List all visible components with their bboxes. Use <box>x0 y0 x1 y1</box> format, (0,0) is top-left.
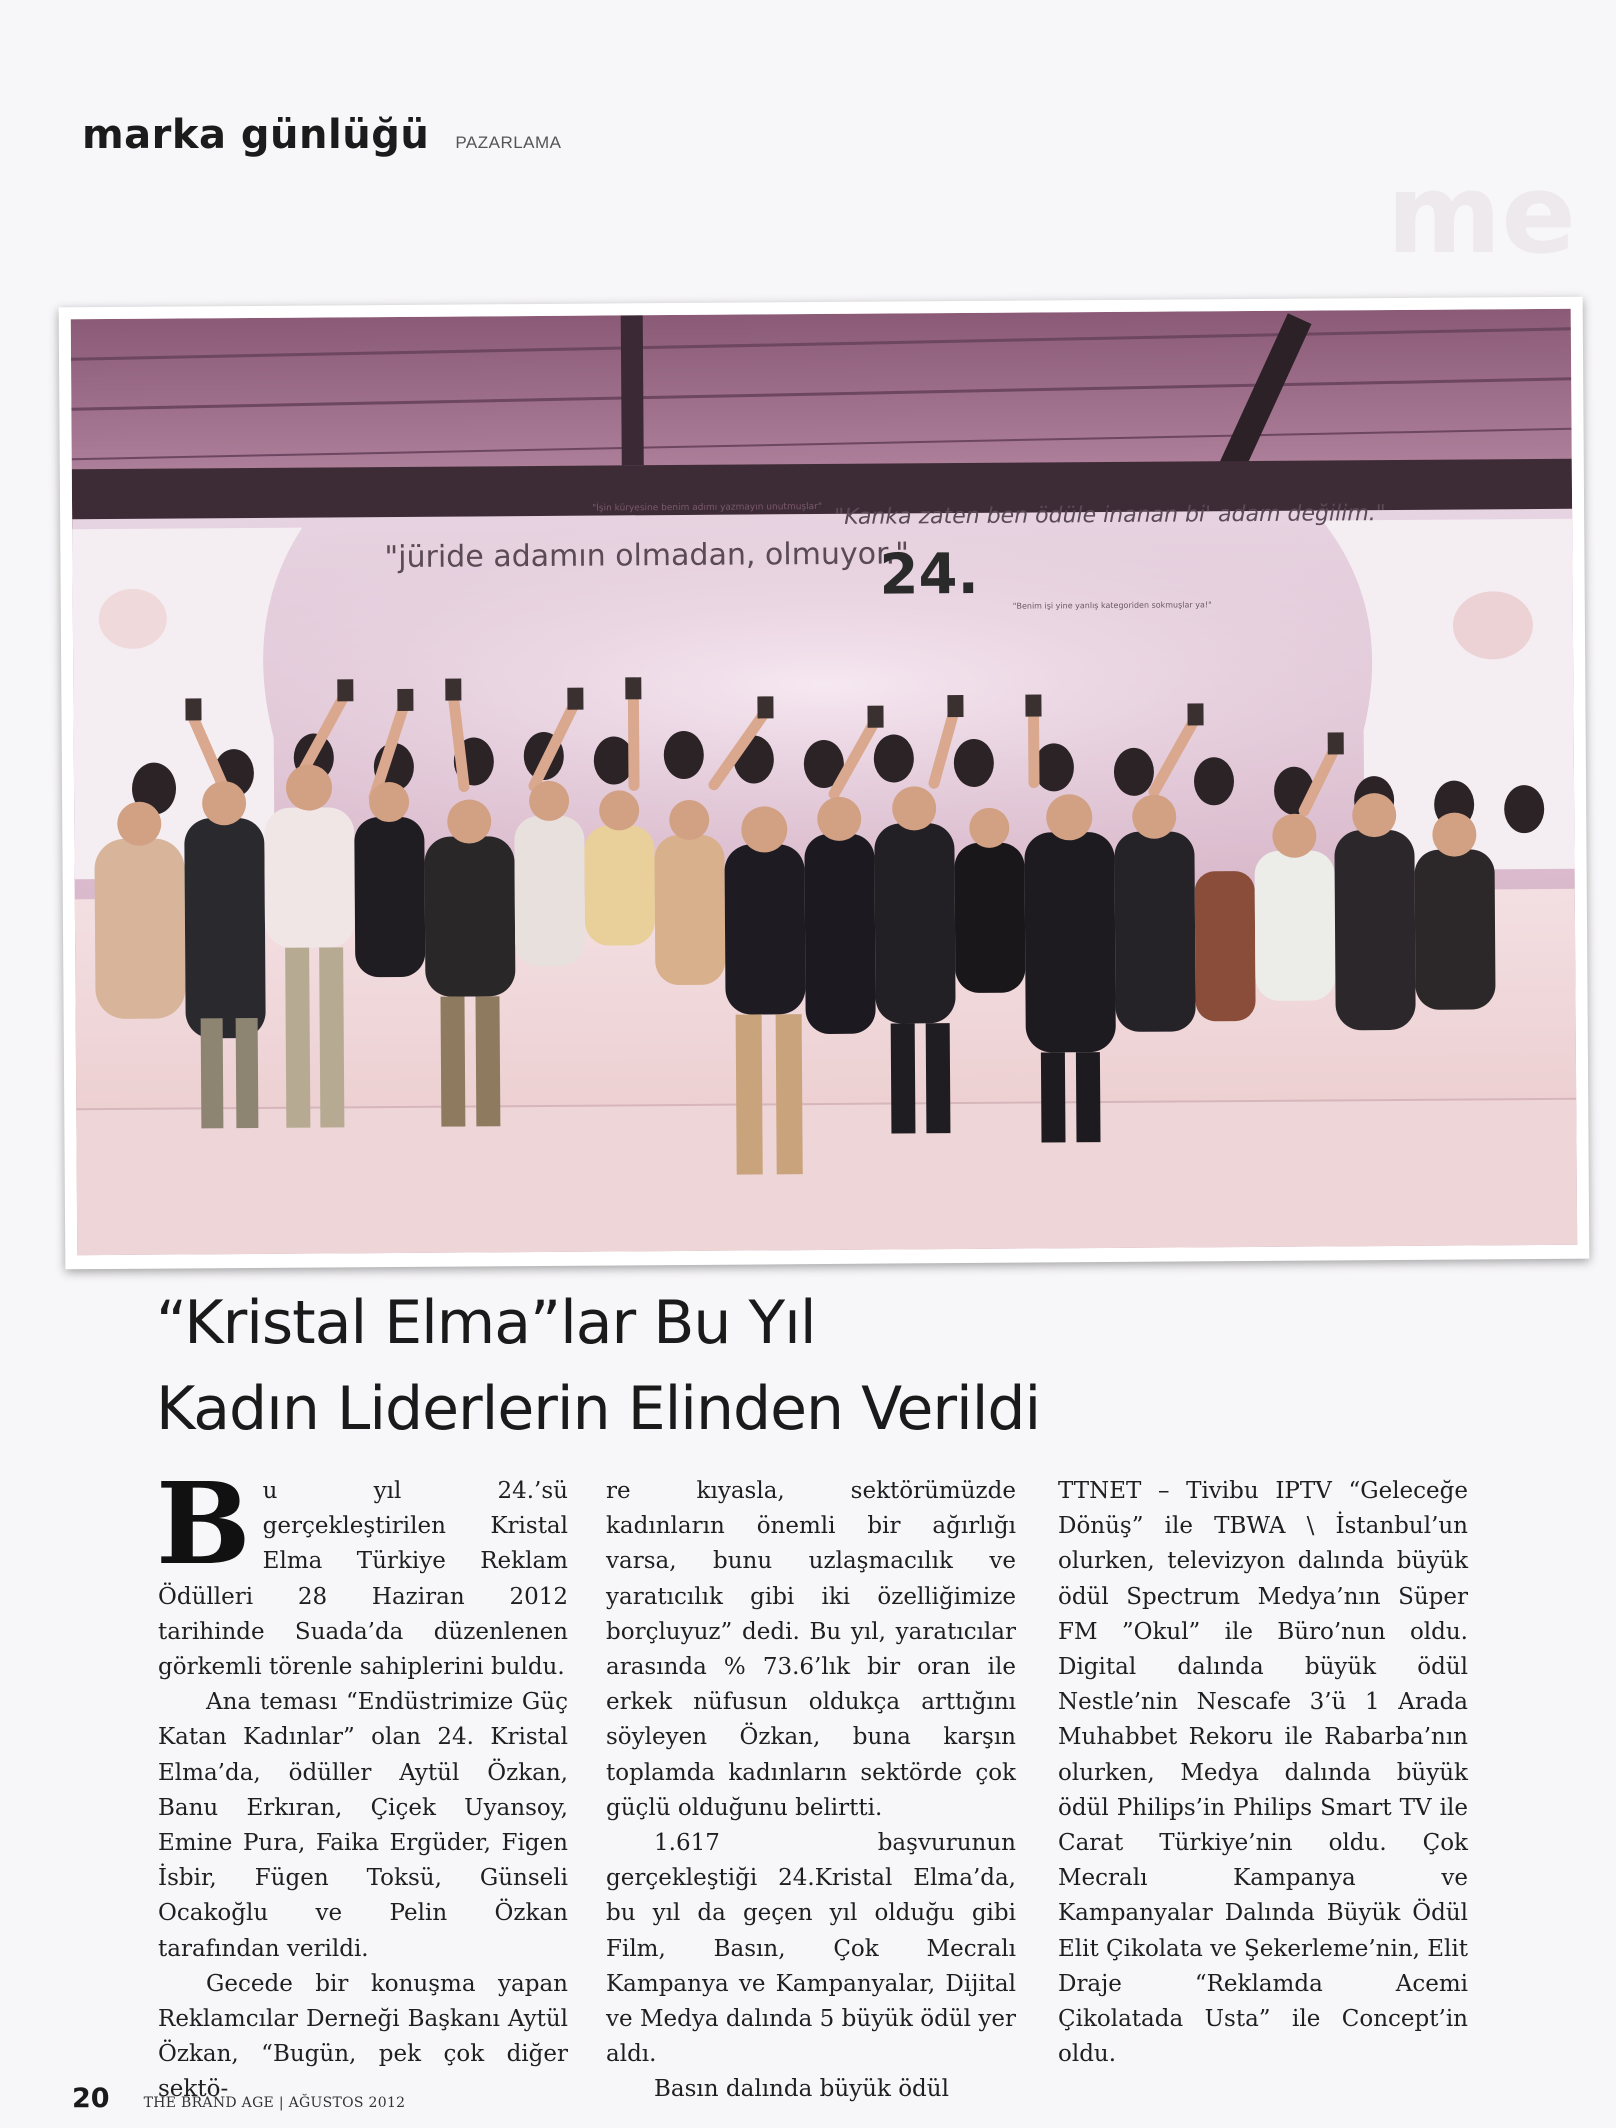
paragraph: Ana teması “Endüstrimize Güç Katan Kadınlar” olan 24. Kristal Elma’da, ödüller Aytül Özkan, Banu Erkıran, Çiçek Uyansoy, Emine Pura, Faika Ergüder, Figen İsbir, Fügen Toksü, Günseli Ocakoğlu ve Pelin Özkan tarafından verildi. <box>158 1689 568 1962</box>
section-title: marka günlüğü <box>82 112 430 158</box>
paragraph: Gecede bir konuşma yapan Reklamcılar Derneği Başkanı Aytül Özkan, “Bugün, pek çok diğer sektö- <box>158 1970 568 2103</box>
headline-line-1: “Kristal Elma”lar Bu Yıl <box>156 1288 816 1358</box>
article-column-1 <box>156 1459 568 2108</box>
drop-cap: B <box>156 1459 251 1590</box>
paragraph: TTNET – Tivibu IPTV “Geleceğe Dönüş” ile TBWA \ İstanbul’un olurken, televizyon dalında büyük ödül Spectrum Medya’nın Süper FM ”Okul” ile Büro’nun oldu. Digital dalında büyük ödül Nestle’nin Nescafe 3’ü 1 Arada Muhabbet Rekoru ile Rabarba’nın olurken, Medya dalında büyük ödül Philips’in Philips Smart TV ile Carat Türkiye’nin oldu. Çok Mecralı Kampanya ve Kampanyalar Dalında Büyük Ödül Elit Çikolata ve Şekerleme’nin, Elit Draje “Reklamda Acemi Çikolatada Usta” ile Concept’in oldu. <box>1058 1478 1469 2068</box>
page-footer <box>72 2083 405 2114</box>
award-ceremony-photo <box>71 309 1577 1255</box>
banner-quote-left: "jüride adamın olmadan, olmuyor." <box>384 536 910 576</box>
paragraph: re kıyasla, sektörümüzde kadınların önemli bir ağırlığı varsa, bunu uzlaşmacılık ve yaratıcılık gibi iki özelliğimize borçluyuz” dedi. Bu yıl, yaratıcılar arasında % 73.6’lık bir oran ile erkek nüfusun oldukça arttığını söyleyen Özkan, buna karşın toplamda kadınların sektörde çok güçlü olduğunu belirtti. <box>606 1478 1016 1821</box>
background-watermark: me <box>1386 150 1576 278</box>
section-header <box>82 112 562 158</box>
section-subtitle: PAZARLAMA <box>455 133 562 152</box>
svg-text:"İşin küryesine benim adımı ya: "İşin küryesine benim adımı yazmayın unutmuşlar" <box>592 502 822 514</box>
award-photo-frame <box>59 297 1590 1270</box>
paragraph <box>156 1459 568 1685</box>
banner-number: 24. <box>879 541 979 608</box>
article-headline <box>156 1280 1456 1452</box>
paragraph: Basın dalında büyük ödül <box>654 2076 949 2103</box>
page-number: 20 <box>72 2083 110 2114</box>
banner-small-right: "Benim işi yine yanlış kategoriden sokmuşlar ya!" <box>1012 600 1212 611</box>
paragraph: 1.617 başvurunun gerçekleştiği 24.Kristal Elma’da, bu yıl da geçen yıl olduğu gibi Film, Basın, Çok Mecralı Kampanya ve Kampanyalar, Dijital ve Medya dalında 5 büyük ödül yer aldı. <box>606 1830 1016 2068</box>
headline-line-2: Kadın Liderlerin Elinden Verildi <box>156 1374 1041 1444</box>
article-column-3 <box>1058 1474 1468 2072</box>
banner-quote-right: "Kanka zaten ben ödüle inanan bi' adam değilim." <box>834 501 1386 530</box>
paragraph-text: u yıl 24.’sü gerçekleştirilen Kristal Elma Türkiye Reklam Ödülleri 28 Haziran 2012 tarihinde Suada’da düzenlenen görkemli törenle sahiplerini buldu. <box>158 1478 568 1681</box>
issue-label: THE BRAND AGE | AĞUSTOS 2012 <box>143 2095 406 2111</box>
article-column-2 <box>606 1474 1016 2108</box>
